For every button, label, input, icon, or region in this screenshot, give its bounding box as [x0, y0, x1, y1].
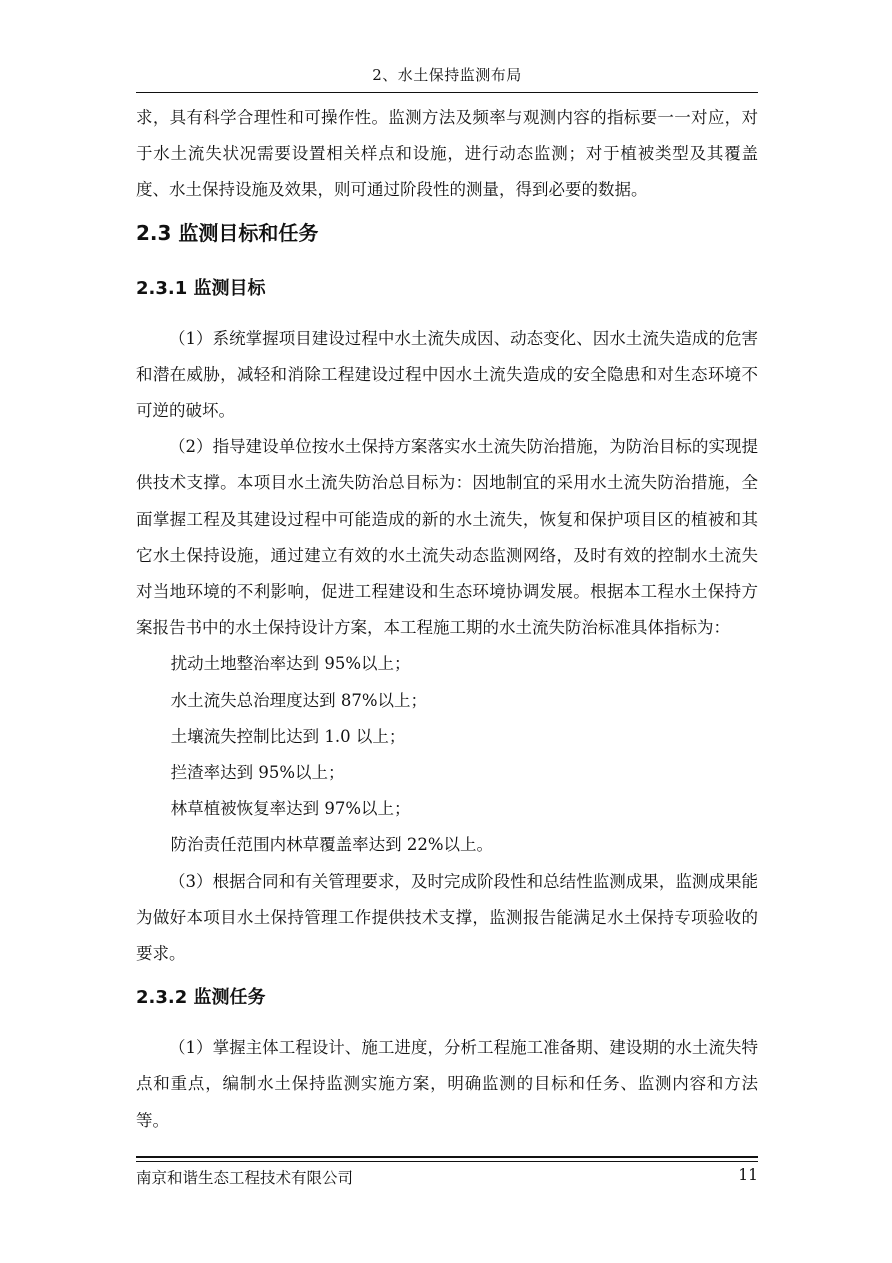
list-item: 扰动土地整治率达到 95%以上；: [170, 654, 411, 674]
page-header-title: 2、水土保持监测布局: [372, 66, 522, 84]
paragraph-task-1: （1）掌握主体工程设计、施工进度，分析工程施工准备期、建设期的水土流失特点和重点，编制水土保持监测实施方案，明确监测的目标和任务、监测内容和方法等。: [136, 1038, 758, 1130]
subsection-heading-2-3-1: 2.3.1 监测目标: [136, 277, 266, 299]
footer-rule-thin: [136, 1161, 758, 1162]
page-number: 11: [738, 1166, 758, 1184]
indicator-list: [136, 646, 758, 863]
paragraph-goal-1: （1）系统掌握项目建设过程中水土流失成因、动态变化、因水土流失造成的危害和潜在威胁，减轻和消除工程建设过程中因水土流失造成的安全隐患和对生态环境不可逆的破坏。: [136, 328, 758, 421]
paragraph-goal-3: （3）根据合同和有关管理要求，及时完成阶段性和总结性监测成果，监测成果能为做好本项目水土保持管理工作提供技术支撑，监测报告能满足水土保持专项验收的要求。: [136, 871, 758, 964]
paragraph-continuation: 求，具有科学合理性和可操作性。监测方法及频率与观测内容的指标要一一对应，对于水土流失状况需要设置相关样点和设施，进行动态监测；对于植被类型及其覆盖度、水土保持设施及效果，则可通过阶段性的测量，得到必要的数据。: [136, 108, 758, 200]
page-footer: [136, 1166, 758, 1188]
list-item: 土壤流失控制比达到 1.0 以上；: [170, 726, 406, 746]
paragraph-goal-2: （2）指导建设单位按水土保持方案落实水土流失防治措施，为防治目标的实现提供技术支撑。本项目水土流失防治总目标为：因地制宜的采用水土流失防治措施，全面掌握工程及其建设过程中可能造成的新的水土流失，恢复和保护项目区的植被和其它水土保持设施，通过建立有效的水土流失动态监测网络，及时有效的控制水土流失对当地环境的不利影响，促进工程建设和生态环境协调发展。根据本工程水土保持方案报告书中的水土保持设计方案，本工程施工期的水土流失防治标准具体指标为：: [136, 437, 758, 638]
footer-rule-thick: [136, 1156, 758, 1158]
subsection-heading-2-3-2: 2.3.2 监测任务: [136, 987, 266, 1009]
header-rule: [136, 92, 758, 93]
footer-company: 南京和谐生态工程技术有限公司: [136, 1169, 354, 1187]
list-item: 防治责任范围内林草覆盖率达到 22%以上。: [170, 835, 494, 855]
list-item: 拦渣率达到 95%以上；: [170, 763, 345, 783]
list-item: 水土流失总治理度达到 87%以上；: [170, 690, 428, 710]
list-item: 林草植被恢复率达到 97%以上；: [170, 799, 411, 819]
page-content: [136, 100, 758, 1139]
section-heading-2-3: 2.3 监测目标和任务: [136, 220, 319, 245]
